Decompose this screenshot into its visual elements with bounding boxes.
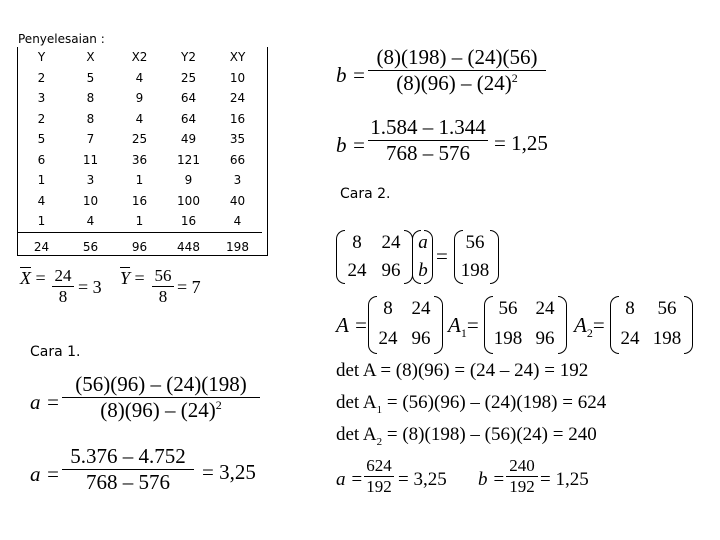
table-cell: 16 — [229, 111, 246, 126]
matrix-a1 — [488, 298, 562, 350]
b-result-lhs: b = — [478, 469, 506, 490]
cara1-eq1-den-exp: 2 — [215, 398, 222, 412]
system-rhs-cell: 56 — [465, 232, 485, 253]
table-header-cell: XY — [229, 50, 246, 65]
table-total-cell: 198 — [213, 232, 262, 261]
rhs-paren-right — [490, 230, 499, 284]
table-cell: 24 — [229, 91, 246, 106]
matrix-a1-paren-right — [558, 296, 567, 354]
table-cell: 100 — [177, 193, 200, 208]
b-result-fraction — [506, 456, 538, 497]
matrix-a-cell: 96 — [411, 328, 431, 349]
table-cell: 9 — [184, 173, 193, 188]
b-eq1-num: (8)(198) – (24)(56) — [376, 45, 538, 69]
table-cell: 16 — [180, 214, 197, 229]
b-eq2-lhs: b = — [336, 133, 366, 157]
matrix-a-paren-right — [434, 296, 443, 354]
a-result-value: = 3,25 — [398, 469, 447, 490]
a-result-fraction — [364, 456, 394, 497]
b-result-num: 240 — [509, 456, 535, 475]
x-bar-num: 24 — [54, 266, 72, 285]
cara1-eq1-num: (56)(96) – (24)(198) — [75, 372, 247, 396]
matrix-a1-cell: 198 — [493, 328, 523, 349]
b-eq2-fraction — [368, 115, 488, 166]
table-row — [17, 211, 262, 232]
x-bar-fraction — [52, 266, 74, 307]
matrix-a1-cell: 56 — [498, 298, 518, 319]
det-a2: $\det A_2 = (8)(198) - (56)(24) = 240$ — [336, 424, 597, 448]
matrix-a2-cell: 56 — [657, 298, 677, 319]
matrix-a1-cell: 96 — [535, 328, 555, 349]
x-bar-var: $\overline{X}$ — [20, 268, 31, 288]
det-a: det A = (8)(96) = (24 – 24) = 192 — [336, 360, 589, 381]
table-cell: 2 — [37, 111, 46, 126]
table-total-row — [17, 232, 262, 261]
table-cell: 4 — [135, 111, 144, 126]
system-rhs — [456, 232, 494, 282]
table-row — [17, 109, 262, 130]
table-cell: 4 — [86, 214, 95, 229]
matrix-a-cell: 24 — [378, 328, 398, 349]
y-bar-result: = 7 — [177, 277, 201, 297]
det-a1: $\det A_1 = (56)(96) - (24)(198) = 624$ — [336, 392, 607, 416]
table-cell: 4 — [135, 70, 144, 85]
table-cell: 121 — [177, 152, 200, 167]
table-cell: 5 — [37, 132, 46, 147]
cara1-eq2-num: 5.376 – 4.752 — [70, 444, 186, 468]
table-cell: 64 — [180, 111, 197, 126]
table-row — [17, 68, 262, 89]
matrix-a2-cell: 24 — [620, 328, 640, 349]
system-vector-cell: a — [418, 232, 428, 253]
y-bar-var: $\overline{Y}$ — [120, 268, 131, 288]
table-cell: 25 — [180, 70, 197, 85]
cara1-eq1-fraction — [62, 372, 260, 423]
matrix-a2-paren-right — [684, 296, 693, 354]
table-total-cell: 448 — [164, 232, 213, 261]
b-eq1-den: (8)(96) – (24) — [396, 71, 512, 95]
a-result-lhs: a = — [336, 469, 364, 490]
b-result-den: 192 — [506, 476, 538, 497]
a-result-num: 624 — [366, 456, 392, 475]
table-cell: 3 — [86, 173, 95, 188]
y-bar-num: 56 — [154, 266, 172, 285]
table-cell: 1 — [37, 214, 46, 229]
y-bar-den: 8 — [152, 286, 174, 307]
x-bar-den: 8 — [52, 286, 74, 307]
table-row — [17, 88, 262, 109]
cara1-eq1-lhs: a = — [30, 390, 60, 414]
table-total-cell: 96 — [115, 232, 164, 261]
b-eq2-den: 768 – 576 — [368, 140, 488, 166]
table-cell: 10 — [82, 193, 99, 208]
b-eq1-fraction — [368, 45, 546, 96]
table-cell: 8 — [86, 91, 95, 106]
table-header-cell: Y2 — [181, 50, 196, 65]
system-matrix-cell: 96 — [381, 260, 401, 281]
system-vector-cell: b — [418, 260, 428, 281]
table-header-cell: X2 — [131, 50, 148, 65]
table-cell: 10 — [229, 70, 246, 85]
system-matrix-cell: 24 — [347, 260, 367, 281]
matrix-a-cell: 24 — [411, 298, 431, 319]
cara1-eq1-den-wrap — [62, 397, 260, 423]
table-cell: 49 — [180, 132, 197, 147]
table-cell: 5 — [86, 70, 95, 85]
table-cell: 9 — [135, 91, 144, 106]
system-rhs-cell: 198 — [460, 260, 490, 281]
x-bar-result: = 3 — [78, 277, 102, 297]
cara1-label: Cara 1. — [30, 344, 81, 360]
table-total-cell: 56 — [66, 232, 115, 261]
cara2-label: Cara 2. — [340, 186, 391, 202]
table-cell: 66 — [229, 152, 246, 167]
system-equals: = — [436, 244, 448, 268]
system-matrix — [340, 232, 408, 282]
b-result-value: = 1,25 — [540, 469, 589, 490]
cara1-eq2-result: = 3,25 — [202, 460, 256, 484]
table-cell: 25 — [131, 132, 148, 147]
table-cell: 6 — [37, 152, 46, 167]
table-header-row — [17, 47, 262, 68]
table-cell: 35 — [229, 132, 246, 147]
page-heading: Penyelesaian : — [18, 32, 105, 46]
table-cell: 2 — [37, 70, 46, 85]
table-cell: 8 — [86, 111, 95, 126]
cara1-eq2-den: 768 – 576 — [62, 469, 194, 495]
x-bar-formula: $\overline{X}$ = — [20, 268, 46, 288]
matrix-a — [372, 298, 438, 350]
table-cell: 40 — [229, 193, 246, 208]
b-eq2-result: = 1,25 — [494, 131, 548, 155]
table-cell: 1 — [135, 173, 144, 188]
cara1-eq1-den: (8)(96) – (24) — [100, 398, 216, 422]
system-matrix-cell: 24 — [381, 232, 401, 253]
a-result-den: 192 — [364, 476, 394, 497]
data-table — [17, 47, 262, 261]
matrix-a2 — [614, 298, 688, 350]
table-header-cell: X — [86, 50, 95, 65]
cara1-eq2-lhs: a = — [30, 462, 60, 486]
table-row — [17, 129, 262, 150]
table-cell: 1 — [37, 173, 46, 188]
table-cell: 36 — [131, 152, 148, 167]
b-eq2-num: 1.584 – 1.344 — [370, 115, 486, 139]
y-bar-formula: $\overline{Y}$ = — [120, 268, 145, 288]
table-cell: 64 — [180, 91, 197, 106]
matrix-a2-cell: 198 — [652, 328, 682, 349]
b-eq1-den-wrap — [368, 70, 546, 96]
table-cell: 4 — [37, 193, 46, 208]
vector-paren-right — [424, 230, 433, 284]
table-header-cell: Y — [37, 50, 46, 65]
matrix-a-cell: 8 — [383, 298, 393, 319]
table-row — [17, 150, 262, 171]
b-eq1-lhs: b = — [336, 63, 366, 87]
table-row — [17, 191, 262, 212]
cara1-eq2-fraction — [62, 444, 194, 495]
table-cell: 7 — [86, 132, 95, 147]
table-cell: 11 — [82, 152, 99, 167]
table-row — [17, 170, 262, 191]
matrix-a-label: A = — [336, 313, 368, 337]
y-bar-fraction — [152, 266, 174, 307]
table-cell: 4 — [233, 214, 242, 229]
table-cell: 3 — [233, 173, 242, 188]
table-cell: 3 — [37, 91, 46, 106]
table-cell: 16 — [131, 193, 148, 208]
table-total-cell: 24 — [17, 232, 66, 261]
matrix-a2-cell: 8 — [625, 298, 635, 319]
b-eq1-den-exp: 2 — [511, 71, 518, 85]
matrix-a2-label: $A_2=$ — [574, 313, 605, 341]
system-matrix-cell: 8 — [352, 232, 362, 253]
table-cell: 1 — [135, 214, 144, 229]
matrix-a1-cell: 24 — [535, 298, 555, 319]
matrix-a1-label: $A_1=$ — [448, 313, 479, 341]
